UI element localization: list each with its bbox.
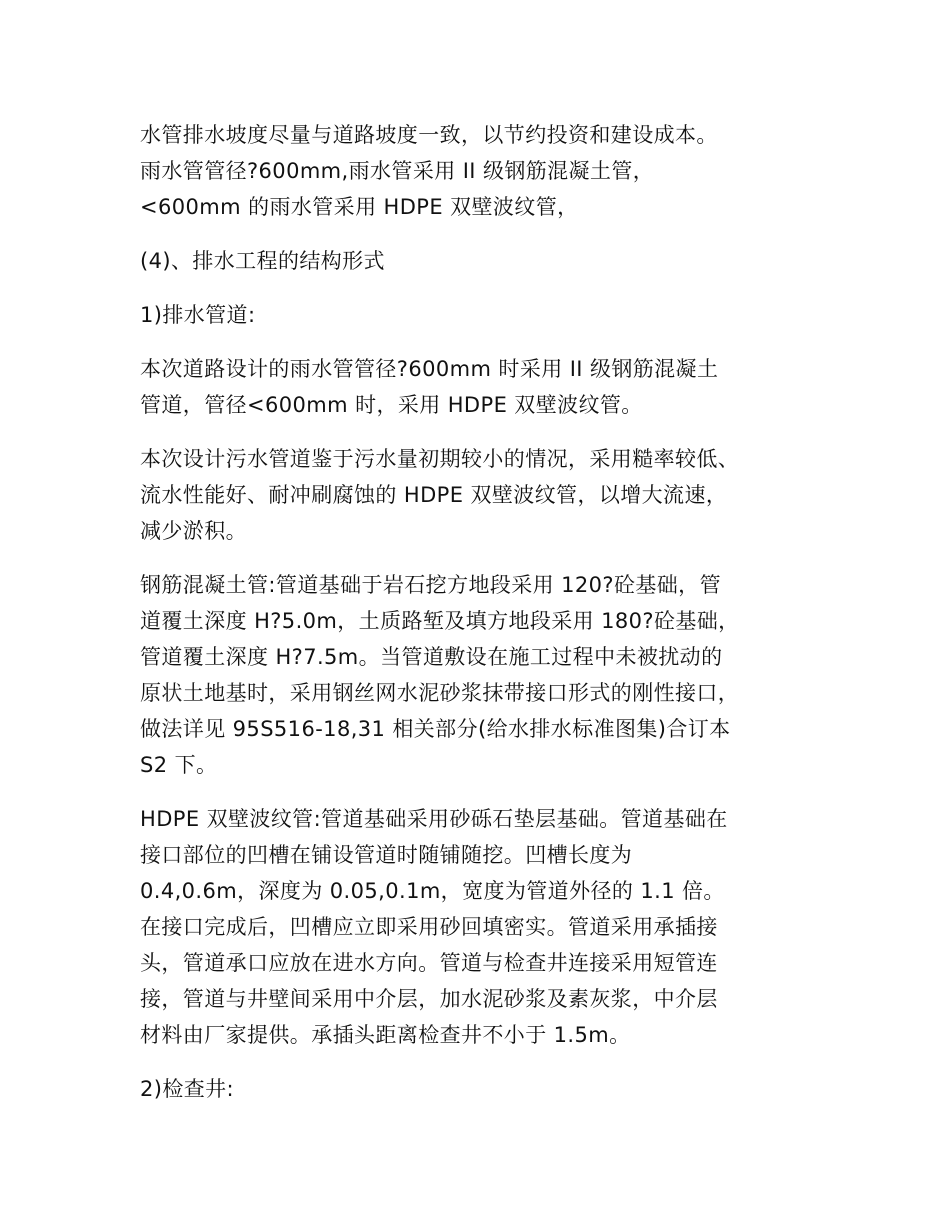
text-line: 接，管道与井壁间采用中介层，加水泥砂浆及素灰浆，中介层 [140, 987, 718, 1011]
text-line: 道覆土深度 H?5.0m，土质路堑及填方地段采用 180?砼基础， [140, 609, 740, 633]
text-line: 接口部位的凹槽在铺设管道时随铺随挖。凹槽长度为 [140, 843, 633, 867]
text-line: 材料由厂家提供。承插头距离检查井不小于 1.5m。 [140, 1023, 631, 1047]
text-line: 钢筋混凝土管:管道基础于岩石挖方地段采用 120?砼基础，管 [140, 573, 721, 597]
text-line: 本次设计污水管道鉴于污水量初期较小的情况，采用糙率较低、 [140, 447, 740, 471]
text-line: 管道，管径<600mm 时，采用 HDPE 双壁波纹管。 [140, 393, 643, 417]
text-line: 2)检查井: [140, 1077, 235, 1101]
text-line: 0.4,0.6m，深度为 0.05,0.1m，宽度为管道外径的 1.1 倍。 [140, 879, 725, 903]
text-line: 做法详见 95S516-18,31 相关部分(给水排水标准图集)合订本 [140, 717, 731, 741]
paragraph-hdpe-pipe [140, 801, 820, 1053]
text-line: S2 下。 [140, 753, 218, 777]
text-line: <600mm 的雨水管采用 HDPE 双壁波纹管， [140, 195, 579, 219]
text-line: 原状土地基时，采用钢丝网水泥砂浆抹带接口形式的刚性接口， [140, 681, 740, 705]
text-line: 水管排水坡度尽量与道路坡度一致，以节约投资和建设成本。 [140, 123, 718, 147]
text-line: 在接口完成后，凹槽应立即采用砂回填密实。管道采用承插接 [140, 915, 718, 939]
text-line: 本次道路设计的雨水管管径?600mm 时采用 II 级钢筋混凝土 [140, 357, 719, 381]
section-heading-structure [140, 243, 820, 279]
text-line: HDPE 双壁波纹管:管道基础采用砂砾石垫层基础。管道基础在 [140, 807, 728, 831]
text-line: 雨水管管径?600mm,雨水管采用 II 级钢筋混凝土管， [140, 159, 655, 183]
paragraph-concrete-pipe [140, 567, 820, 783]
subheading-drainage-pipe [140, 297, 820, 333]
text-line: 流水性能好、耐冲刷腐蚀的 HDPE 双壁波纹管，以增大流速， [140, 483, 728, 507]
text-line: 头，管道承口应放在进水方向。管道与检查井连接采用短管连 [140, 951, 718, 975]
subheading-inspection-well [140, 1071, 820, 1107]
paragraph-rain-pipe [140, 351, 820, 423]
paragraph-pipe-slope [140, 117, 820, 225]
text-line: 管道覆土深度 H?7.5m。当管道敷设在施工过程中未被扰动的 [140, 645, 723, 669]
text-line: 减少淤积。 [140, 519, 247, 543]
paragraph-sewage-pipe [140, 441, 820, 549]
text-line: 1)排水管道: [140, 303, 256, 327]
text-line: (4)、排水工程的结构形式 [140, 249, 385, 273]
document-page [140, 117, 820, 1107]
